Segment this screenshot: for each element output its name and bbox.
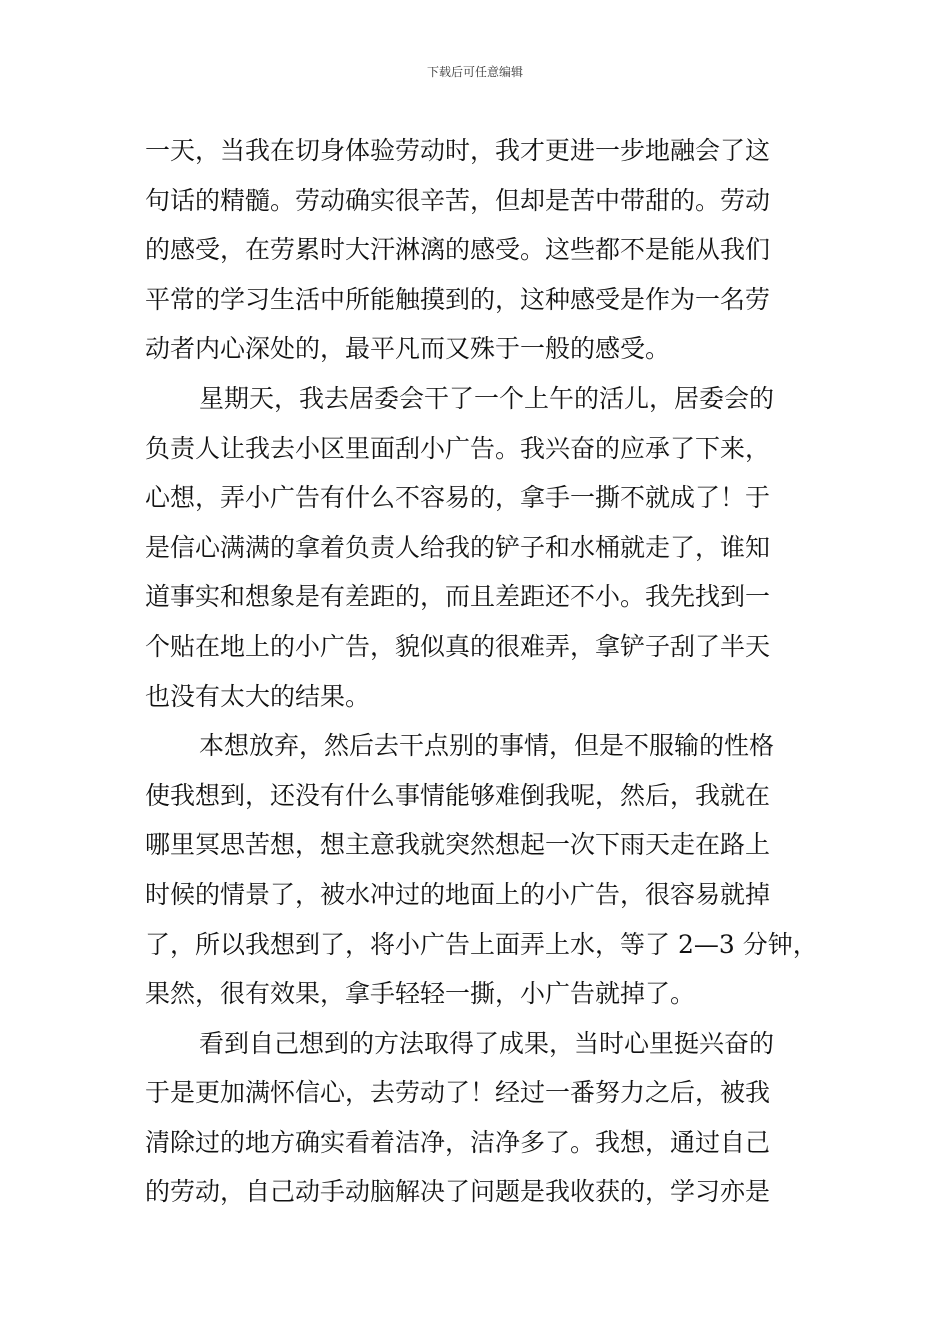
- text-line: 哪里冥思苦想，想主意我就突然想起一次下雨天走在路上: [145, 830, 771, 860]
- text-line: 于是更加满怀信心，去劳动了！经过一番努力之后，被我: [145, 1078, 771, 1108]
- paragraph-start-line: 看到自己想到的方法取得了成果，当时心里挺兴奋的: [199, 1028, 775, 1058]
- document-body: [145, 126, 825, 1217]
- text-line: 句话的精髓。劳动确实很辛苦，但却是苦中带甜的。劳动: [145, 185, 771, 215]
- text-line: 也没有太大的结果。: [145, 681, 371, 711]
- paragraph-start-line: 本想放弃，然后去干点别的事情，但是不服输的性格: [199, 731, 775, 761]
- text-line: 的劳动，自己动手动脑解决了问题是我收获的，学习亦是: [145, 1177, 771, 1207]
- text-line: 了，所以我想到了，将小广告上面弄上水，等了 2—3 分钟，: [145, 929, 818, 959]
- text-line: 个贴在地上的小广告，貌似真的很难弄，拿铲子刮了半天: [145, 631, 771, 661]
- text-line: 是信心满满的拿着负责人给我的铲子和水桶就走了，谁知: [145, 532, 771, 562]
- text-line: 平常的学习生活中所能触摸到的，这种感受是作为一名劳: [145, 284, 771, 314]
- text-line: 时候的情景了，被水冲过的地面上的小广告，很容易就掉: [145, 879, 771, 909]
- text-line: 使我想到，还没有什么事情能够难倒我呢，然后，我就在: [145, 780, 771, 810]
- text-line: 清除过的地方确实看着洁净，洁净多了。我想，通过自己: [145, 1127, 771, 1157]
- text-line: 动者内心深处的，最平凡而又殊于一般的感受。: [145, 334, 671, 364]
- text-line: 道事实和想象是有差距的，而且差距还不小。我先找到一: [145, 582, 771, 612]
- paragraph-start-line: 星期天，我去居委会干了一个上午的活儿，居委会的: [199, 383, 775, 413]
- text-line: 负责人让我去小区里面刮小广告。我兴奋的应承了下来，: [145, 433, 771, 463]
- page-header: 下载后可任意编辑: [426, 65, 523, 79]
- text-line: 果然，很有效果，拿手轻轻一撕，小广告就掉了。: [145, 979, 696, 1009]
- text-line: 的感受，在劳累时大汗淋漓的感受。这些都不是能从我们: [145, 235, 771, 265]
- text-line: 一天，当我在切身体验劳动时，我才更进一步地融会了这: [145, 136, 771, 165]
- text-line: 心想，弄小广告有什么不容易的，拿手一撕不就成了！于: [145, 483, 771, 513]
